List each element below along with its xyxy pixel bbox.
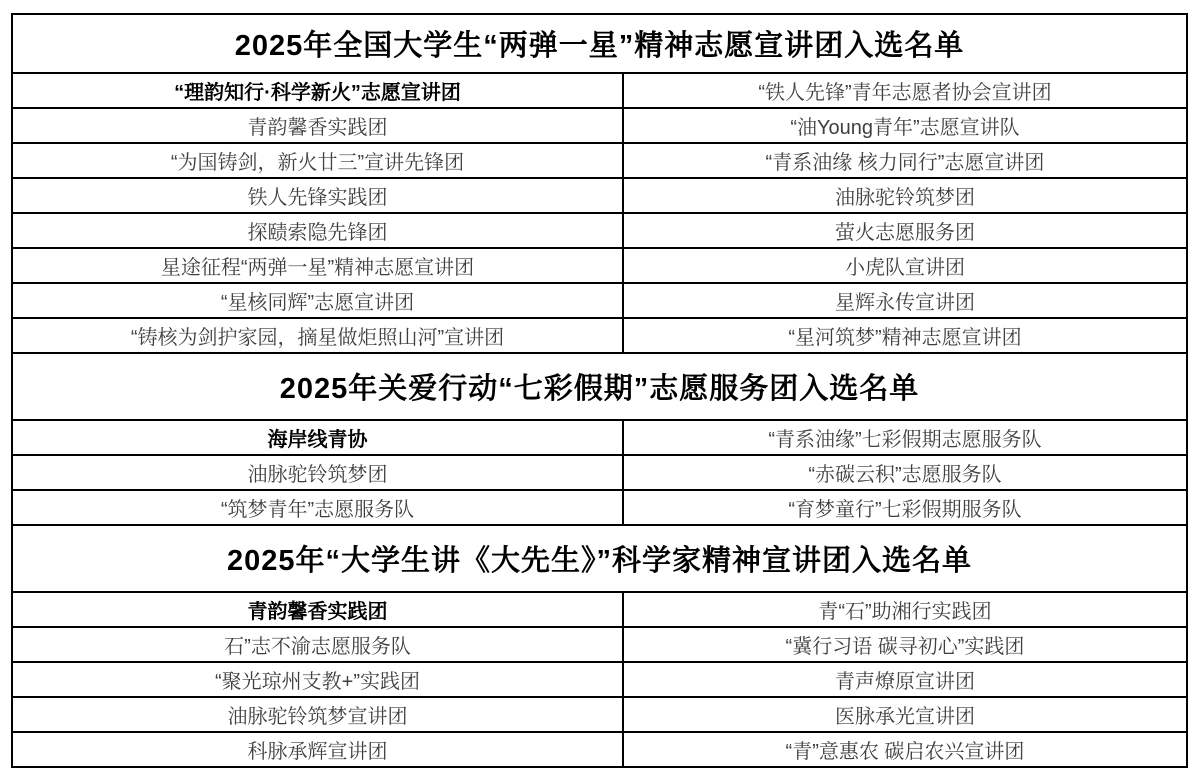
team-cell: “星核同辉”志愿宣讲团 bbox=[12, 283, 623, 318]
team-cell: “冀行习语 碳寻初心”实践团 bbox=[623, 627, 1187, 662]
team-cell: 星辉永传宣讲团 bbox=[623, 283, 1187, 318]
table-row bbox=[12, 592, 1187, 627]
table-row bbox=[12, 143, 1187, 178]
team-cell: 油脉驼铃筑梦团 bbox=[12, 455, 623, 490]
team-cell: 石”志不渝志愿服务队 bbox=[12, 627, 623, 662]
table-row bbox=[12, 213, 1187, 248]
table-row bbox=[12, 697, 1187, 732]
team-cell: “油Young青年”志愿宣讲队 bbox=[623, 108, 1187, 143]
team-cell: 油脉驼铃筑梦团 bbox=[623, 178, 1187, 213]
section-title: 2025年“大学生讲《大先生》”科学家精神宣讲团入选名单 bbox=[12, 525, 1187, 592]
section-great-masters bbox=[12, 525, 1187, 767]
table-row bbox=[12, 14, 1187, 73]
team-cell: 海岸线青协 bbox=[12, 420, 623, 455]
table-row bbox=[12, 178, 1187, 213]
selection-results-table bbox=[11, 13, 1188, 768]
table-row bbox=[12, 318, 1187, 353]
table-row bbox=[12, 455, 1187, 490]
team-cell: 科脉承辉宣讲团 bbox=[12, 732, 623, 767]
team-cell: “育梦童行”七彩假期服务队 bbox=[623, 490, 1187, 525]
team-cell: 铁人先锋实践团 bbox=[12, 178, 623, 213]
team-cell: 青韵馨香实践团 bbox=[12, 108, 623, 143]
table-row bbox=[12, 525, 1187, 592]
team-cell: “铸核为剑护家园，摘星做炬照山河”宣讲团 bbox=[12, 318, 623, 353]
table-row bbox=[12, 248, 1187, 283]
table-row bbox=[12, 627, 1187, 662]
table-row bbox=[12, 108, 1187, 143]
team-cell: 青韵馨香实践团 bbox=[12, 592, 623, 627]
table-row bbox=[12, 283, 1187, 318]
team-cell: “筑梦青年”志愿服务队 bbox=[12, 490, 623, 525]
team-cell: 小虎队宣讲团 bbox=[623, 248, 1187, 283]
table-row bbox=[12, 420, 1187, 455]
section-two-bombs-one-satellite bbox=[12, 14, 1187, 353]
table-row bbox=[12, 353, 1187, 420]
team-cell: 星途征程“两弹一星”精神志愿宣讲团 bbox=[12, 248, 623, 283]
team-cell: “聚光琼州支教+”实践团 bbox=[12, 662, 623, 697]
team-cell: “青”意惠农 碳启农兴宣讲团 bbox=[623, 732, 1187, 767]
section-title: 2025年全国大学生“两弹一星”精神志愿宣讲团入选名单 bbox=[12, 14, 1187, 73]
table-row bbox=[12, 732, 1187, 767]
team-cell: 萤火志愿服务团 bbox=[623, 213, 1187, 248]
team-cell: 青“石”助湘行实践团 bbox=[623, 592, 1187, 627]
team-cell: “铁人先锋”青年志愿者协会宣讲团 bbox=[623, 73, 1187, 108]
team-cell: “星河筑梦”精神志愿宣讲团 bbox=[623, 318, 1187, 353]
table-row bbox=[12, 490, 1187, 525]
section-colorful-holiday bbox=[12, 353, 1187, 525]
section-title: 2025年关爱行动“七彩假期”志愿服务团入选名单 bbox=[12, 353, 1187, 420]
table-row bbox=[12, 73, 1187, 108]
table-row bbox=[12, 662, 1187, 697]
team-cell: “青系油缘”七彩假期志愿服务队 bbox=[623, 420, 1187, 455]
team-cell: “青系油缘 核力同行”志愿宣讲团 bbox=[623, 143, 1187, 178]
team-cell: “赤碳云积”志愿服务队 bbox=[623, 455, 1187, 490]
team-cell: 医脉承光宣讲团 bbox=[623, 697, 1187, 732]
team-cell: “为国铸剑，新火廿三”宣讲先锋团 bbox=[12, 143, 623, 178]
team-cell: 青声燎原宣讲团 bbox=[623, 662, 1187, 697]
team-cell: 探赜索隐先锋团 bbox=[12, 213, 623, 248]
team-cell: “理韵知行·科学新火”志愿宣讲团 bbox=[12, 73, 623, 108]
team-cell: 油脉驼铃筑梦宣讲团 bbox=[12, 697, 623, 732]
